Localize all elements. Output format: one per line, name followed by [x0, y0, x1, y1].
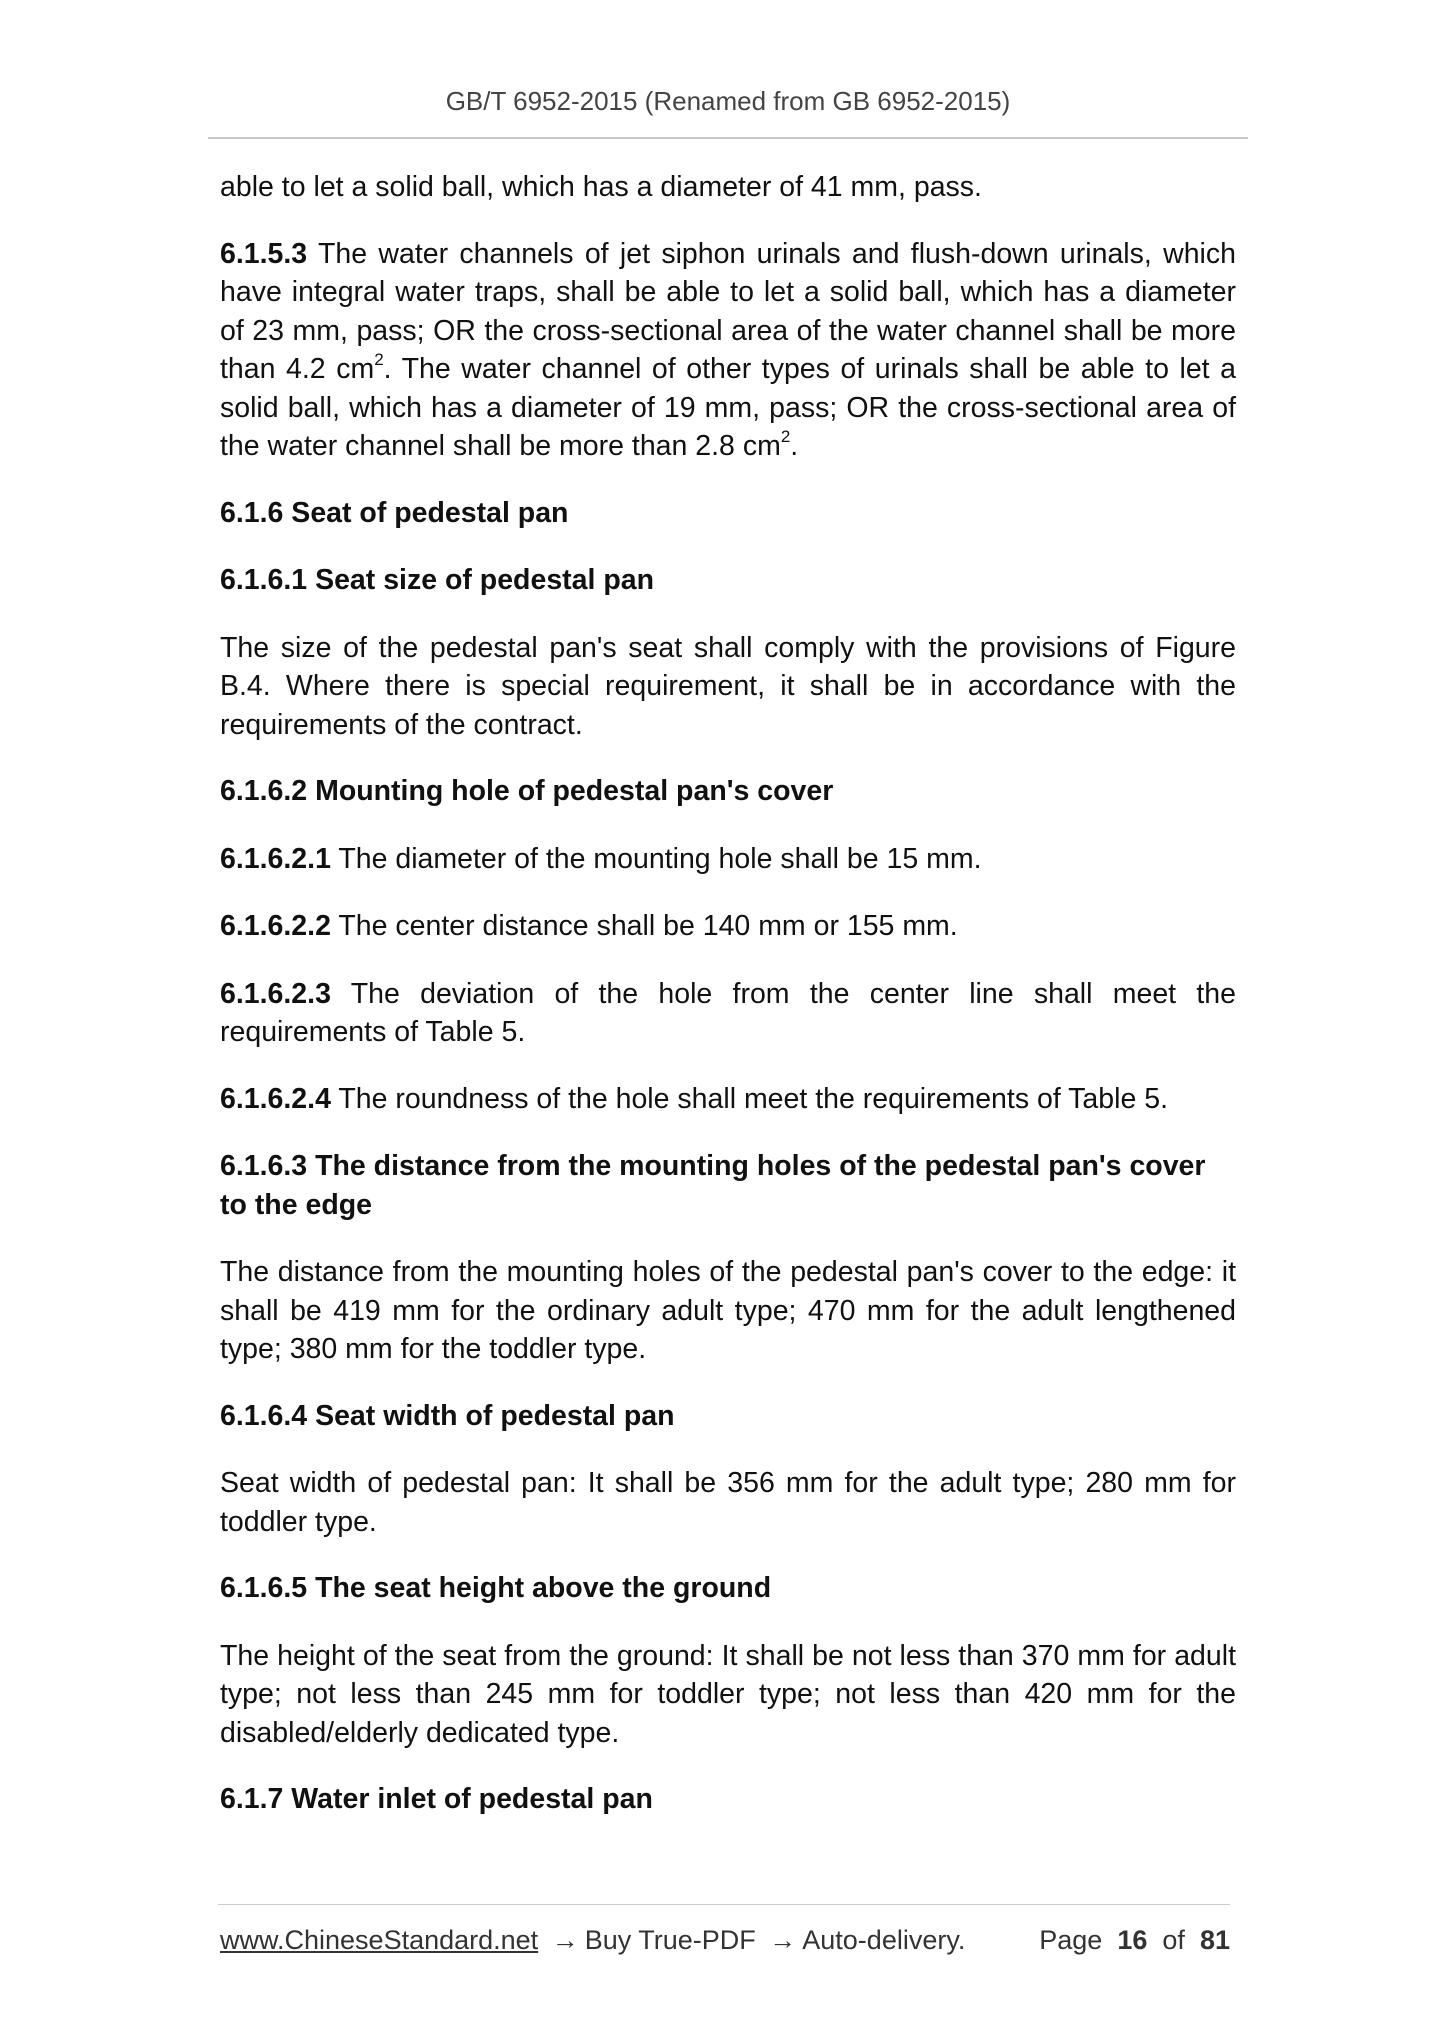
superscript: 2	[780, 426, 791, 446]
superscript: 2	[374, 349, 384, 369]
page-total: 81	[1199, 1925, 1230, 1955]
clause-number: 6.1.5.3	[220, 237, 308, 270]
delivery-text: Auto-delivery.	[802, 1925, 966, 1955]
clause-number: 6.1.6.2.4	[220, 1082, 331, 1115]
paragraph-6-1-6-5: The height of the seat from the ground: It shall be not less than 370 mm for adult type; not less than 245 mm for toddler type; not less than 420 mm for the disabled/elderly dedicated type.	[220, 1639, 1236, 1749]
clause-text: The roundness of the hole shall meet the requirements of Table 5.	[338, 1082, 1168, 1115]
clause-number: 6.1.6.2.1	[220, 842, 331, 875]
clause-text: The diameter of the mounting hole shall be 15 mm.	[338, 842, 982, 875]
clause-6-1-6-2-3	[220, 975, 1236, 1052]
clause-text: The center distance shall be 140 mm or 155 mm.	[338, 910, 958, 942]
page-indicator	[1039, 1922, 1230, 1958]
paragraph-6-1-6-4: Seat width of pedestal pan: It shall be 356 mm for the adult type; 280 mm for toddler type.	[220, 1467, 1236, 1538]
clause-number: 6.1.6.2.3	[220, 977, 331, 1010]
header-divider	[208, 137, 1248, 139]
heading-6-1-6-3: 6.1.6.3 The distance from the mounting holes of the pedestal pan's cover to the edge	[220, 1150, 1206, 1221]
arrow-right-icon: →	[769, 1925, 797, 1955]
clause-6-1-6-2-4	[220, 1080, 1236, 1119]
paragraph-6-1-6-1: The size of the pedestal pan's seat shall comply with the provisions of Figure B.4. Where there is special requirement, it shall be in accordance with the requirements of the contract.	[220, 631, 1236, 741]
paragraph-6-1-6-3: The distance from the mounting holes of the pedestal pan's cover to the edge: it shall be 419 mm for the ordinary adult type; 470 mm for the adult lengthened type; 380 mm for the toddler type.	[220, 1256, 1236, 1365]
document-body	[220, 168, 1236, 1848]
clause-text-c: .	[790, 430, 799, 462]
clause-6-1-5-3	[220, 235, 1236, 466]
clause-6-1-6-2-1	[220, 840, 1236, 879]
footer-divider	[218, 1904, 1230, 1905]
clause-text: The deviation of the hole from the center line shall meet the requirements of Table 5.	[220, 977, 1236, 1048]
website-link[interactable]: www.ChineseStandard.net	[220, 1925, 539, 1955]
page-footer	[220, 1922, 1230, 1958]
of-label: of	[1162, 1925, 1185, 1955]
page-number: 16	[1117, 1925, 1148, 1955]
clause-number: 6.1.6.2.2	[220, 910, 331, 942]
clause-text-b: . The water channel of other types of urinals shall be able to let a solid ball, which has a diameter of 19 mm, pass; OR the cross-sectional area of the water channel shall be more than 2.8 cm	[220, 353, 1236, 462]
heading-6-1-6-1: 6.1.6.1 Seat size of pedestal pan	[220, 564, 655, 596]
buy-text: Buy True-PDF	[584, 1925, 756, 1955]
heading-6-1-7: 6.1.7 Water inlet of pedestal pan	[220, 1783, 653, 1815]
heading-6-1-6: 6.1.6 Seat of pedestal pan	[220, 496, 569, 529]
clause-6-1-6-2-2	[220, 907, 1236, 946]
paragraph-continuation: able to let a solid ball, which has a diameter of 41 mm, pass.	[220, 171, 982, 203]
heading-6-1-6-4: 6.1.6.4 Seat width of pedestal pan	[220, 1399, 675, 1432]
page-header: GB/T 6952-2015 (Renamed from GB 6952-2015)	[445, 86, 1011, 116]
clause-text-a: The water channels of jet siphon urinals and flush-down urinals, which have integral water traps, shall be able to let a solid ball, which has a diameter of 23 mm, pass; OR the cross-sectional area of the water channel shall be more than 4.2 cm	[220, 237, 1236, 385]
heading-6-1-6-2: 6.1.6.2 Mounting hole of pedestal pan's cover	[220, 775, 834, 807]
page-label: Page	[1039, 1925, 1103, 1955]
arrow-right-icon: →	[551, 1925, 579, 1955]
heading-6-1-6-5: 6.1.6.5 The seat height above the ground	[220, 1572, 772, 1604]
